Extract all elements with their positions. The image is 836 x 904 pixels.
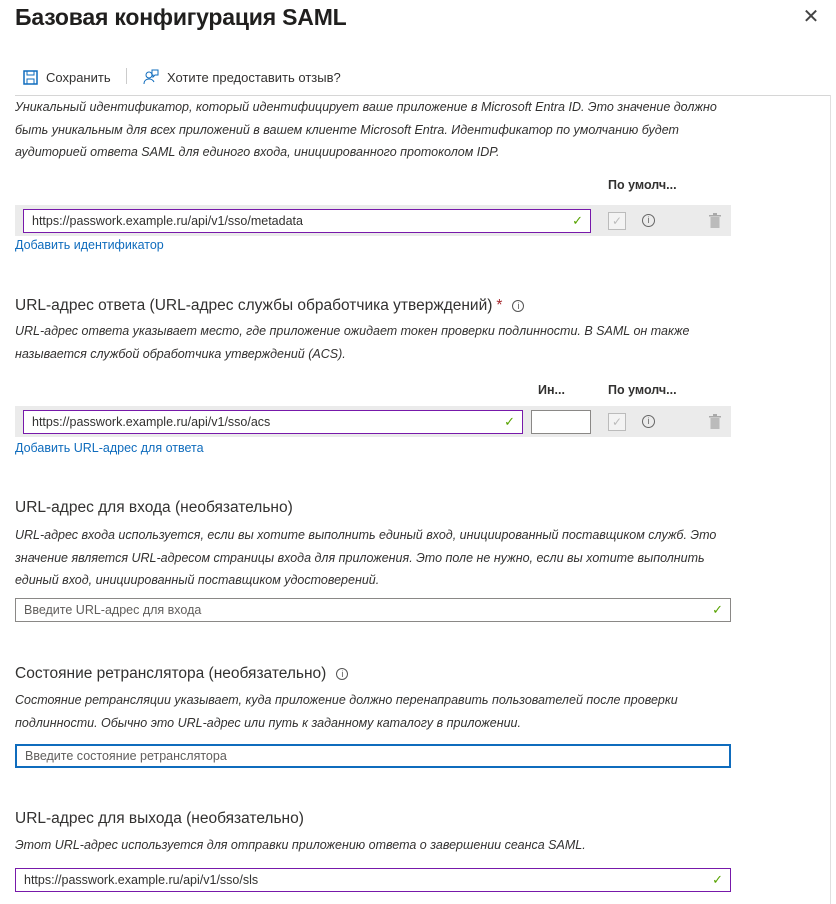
add-reply-url-link[interactable]: Добавить URL-адрес для ответа [15,441,204,455]
desc-line: значение является URL-адресом страницы входа для приложения. Это поле не нужно, если вы хотите выполнить [15,550,705,565]
desc-line: аудиторией ответа SAML для единого входа, инициированного протоколом IDP. [15,145,500,159]
column-header-default: По умолч... [608,178,677,192]
check-icon: ✓ [712,872,723,887]
check-icon: ✓ [504,414,515,429]
feedback-button[interactable] [143,66,341,88]
close-icon: ✕ [802,6,820,28]
info-icon[interactable]: i [336,668,348,680]
save-icon [23,70,38,85]
check-icon: ✓ [712,602,723,617]
identifier-row [15,205,731,236]
desc-line: URL-адрес входа используется, если вы хотите выполнить единый вход, инициированный поставщиком служб. Это [15,528,717,542]
reply-description [15,320,725,365]
logout-description [15,834,725,857]
delete-icon[interactable] [709,213,721,228]
add-identifier-link[interactable]: Добавить идентификатор [15,238,164,252]
page-title: Базовая конфигурация SAML [15,4,347,30]
relay-state-input[interactable] [15,744,731,768]
default-checkbox[interactable]: ✓ [608,212,626,230]
relay-description [15,689,725,734]
default-checkbox[interactable]: ✓ [608,413,626,431]
reply-url-row [15,406,731,437]
toolbar-divider [126,68,127,84]
scrollbar[interactable] [830,95,831,904]
desc-line: Уникальный идентификатор, который идентифицирует ваше приложение в Microsoft Entra ID. Это значение должно [15,100,717,114]
reply-url-heading [15,297,524,315]
desc-line: подлинности. Обычно это URL-адрес или путь к заданному каталогу в приложении. [15,715,521,730]
column-header-default: По умолч... [608,383,677,397]
feedback-icon [143,69,159,85]
desc-line: быть уникальным для всех приложений в вашем клиенте Microsoft Entra. Идентификатор по умолчанию будет [15,122,679,137]
desc-line: называется службой обработчика утверждений (ACS). [15,346,346,361]
save-label: Сохранить [46,69,111,85]
signon-description [15,524,725,592]
identifier-input[interactable] [23,209,591,233]
index-input[interactable] [531,410,591,434]
reply-url-value: https://passwork.example.ru/api/v1/sso/acs [32,415,271,429]
info-icon[interactable]: i [642,214,655,227]
relay-placeholder: Введите состояние ретранслятора [25,749,227,763]
close-button[interactable] [800,6,822,28]
desc-line: Состояние ретрансляции указывает, куда приложение должно перенаправить пользователей после проверки [15,693,678,707]
signon-placeholder: Введите URL-адрес для входа [24,603,202,617]
signon-heading: URL-адрес для входа (необязательно) [15,499,293,516]
relay-state-heading [15,665,348,683]
logout-heading: URL-адрес для выхода (необязательно) [15,810,304,827]
identifier-value: https://passwork.example.ru/api/v1/sso/metadata [32,214,303,228]
logout-url-input[interactable] [15,868,731,892]
reply-heading-text: URL-адрес ответа (URL-адрес службы обработчика утверждений) [15,297,493,314]
reply-url-input[interactable] [23,410,523,434]
info-icon[interactable]: i [512,300,524,312]
desc-line: Этот URL-адрес используется для отправки приложению ответа о завершении сеанса SAML. [15,838,586,852]
identifier-description [15,96,725,164]
check-icon: ✓ [572,213,583,228]
delete-icon[interactable] [709,414,721,429]
desc-line: единый вход, инициированный поставщиком удостоверений. [15,573,380,587]
info-icon[interactable]: i [642,415,655,428]
signon-url-input[interactable] [15,598,731,622]
column-header-index: Ин... [538,383,565,397]
desc-line: URL-адрес ответа указывает место, где приложение ожидает токен проверки подлинности. В SAML он также [15,324,690,338]
logout-url-value: https://passwork.example.ru/api/v1/sso/sls [24,873,259,887]
feedback-label: Хотите предоставить отзыв? [167,69,341,85]
required-marker: * [496,297,503,314]
save-button[interactable] [23,66,111,88]
relay-heading-text: Состояние ретранслятора (необязательно) [15,665,327,682]
